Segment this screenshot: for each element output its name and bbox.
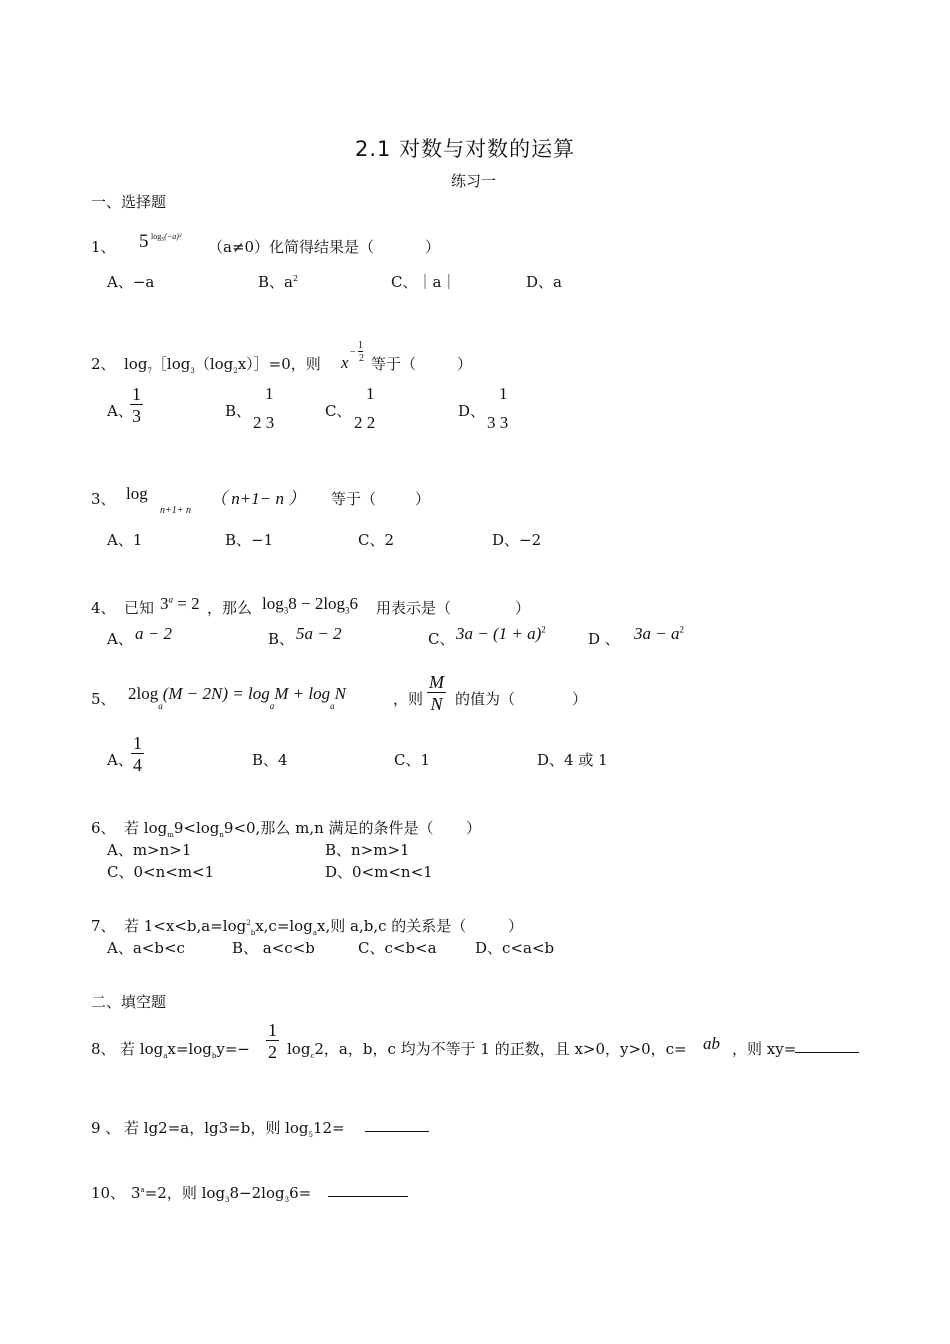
question-text: ，则 xy= bbox=[732, 1040, 797, 1058]
option-b-expr: 5a − 2 bbox=[296, 624, 342, 643]
option-c-expr: $3a - (1 + a)^2$ bbox=[456, 624, 546, 643]
question-text: 的值为（ bbox=[455, 690, 516, 708]
option-d: D、c<a<b bbox=[475, 939, 555, 957]
option-a: A、a<b<c bbox=[107, 939, 185, 957]
page-subtitle: 练习一 bbox=[451, 172, 497, 190]
option-b-num: 1 bbox=[265, 384, 274, 403]
option-c-num: 1 bbox=[366, 384, 375, 403]
answer-blank[interactable] bbox=[328, 1182, 408, 1197]
question-text: 已知 bbox=[124, 599, 155, 617]
option-a: A、 bbox=[107, 630, 133, 648]
option-a: A、1 bbox=[107, 531, 143, 549]
option-b: B、 bbox=[225, 402, 252, 420]
question-number: 9 、 bbox=[91, 1119, 121, 1137]
option-c-den: 2 2 bbox=[354, 413, 376, 432]
question-text: ，那么 bbox=[207, 599, 253, 617]
option-a: A、 bbox=[107, 751, 133, 769]
question-text: 若 $\log_m9<\log_n9<0$,那么 m,n 满足的条件是（ bbox=[124, 819, 434, 839]
option-c: C、｜a｜ bbox=[391, 273, 457, 291]
option-b: B、n>m>1 bbox=[325, 841, 410, 859]
question-number: 2、 bbox=[91, 355, 116, 373]
math-ab: ab bbox=[703, 1034, 720, 1053]
question-number: 4、 bbox=[91, 599, 116, 617]
question-number: 8、 bbox=[91, 1040, 116, 1058]
question-bracket: ） bbox=[508, 917, 524, 935]
question-text: $3^a=2$，则 $\log_38-2\log_36=$ bbox=[131, 1184, 312, 1204]
page-title: 2.1 对数与对数的运算 bbox=[355, 137, 576, 161]
math-expr: $3^a = 2$ bbox=[160, 594, 200, 613]
question-text: ，则 bbox=[393, 690, 424, 708]
question-bracket: ） bbox=[415, 490, 431, 508]
math-log: $\log_7[\log_3(\log_2x)]=0$，则 bbox=[124, 355, 321, 375]
option-b: B、4 bbox=[252, 751, 288, 769]
question-text: 若 lg2=a，lg3=b，则 $\log_512=$ bbox=[124, 1119, 345, 1139]
question-text: 若 $\log_ax=\log_by=-$ bbox=[120, 1040, 250, 1060]
question-text: 若 $1<x<b,a=\log^2_bx,c=\log_ax$,则 a,b,c 的关系是（ bbox=[124, 917, 467, 937]
answer-blank[interactable] bbox=[795, 1038, 859, 1053]
option-a-expr: a − 2 bbox=[135, 624, 172, 643]
option-c: C、0<n<m<1 bbox=[107, 863, 215, 881]
question-bracket: ） bbox=[466, 819, 482, 837]
question-bracket: ） bbox=[457, 355, 473, 373]
section-heading-choice: 一、选择题 bbox=[91, 193, 167, 211]
option-c: C、2 bbox=[358, 531, 395, 549]
option-c: C、1 bbox=[394, 751, 431, 769]
math-equation: $2\log_a(M - 2N) = \log_aM + \log_aN$ bbox=[128, 684, 346, 712]
math-argument: （ n+1− n ） bbox=[210, 489, 306, 508]
question-text: 等于（ bbox=[331, 490, 377, 508]
question-text: 用表示是（ bbox=[376, 599, 452, 617]
option-d: D、 bbox=[458, 402, 486, 420]
question-number: 6、 bbox=[91, 819, 116, 837]
option-d: D、−2 bbox=[492, 531, 542, 549]
option-b: B、$a^2$ bbox=[258, 273, 299, 291]
math-exp-minus: − bbox=[350, 347, 356, 358]
option-d: D、4 或 1 bbox=[537, 751, 608, 769]
option-d-expr: $3a - a^2$ bbox=[634, 624, 684, 643]
math-fraction-half: $\frac{1}{2}$ bbox=[268, 1020, 277, 1062]
option-c: C、 bbox=[325, 402, 352, 420]
option-c: C、c<b<a bbox=[358, 939, 437, 957]
math-fraction-m-n: $\frac{M}{N}$ bbox=[429, 672, 444, 714]
math-exponent: $\log_5(-a)^2$ bbox=[151, 232, 182, 243]
question-bracket: ） bbox=[515, 599, 531, 617]
option-d-num: 1 bbox=[499, 384, 508, 403]
answer-blank[interactable] bbox=[365, 1117, 429, 1132]
option-a-fraction: $\frac{1}{3}$ bbox=[132, 384, 141, 426]
math-log: log bbox=[126, 484, 148, 503]
math-exp-den: 2 bbox=[359, 353, 364, 364]
question-text: $\log_c2$，a，b，c 均为不等于 1 的正数，且 x>0，y>0，c= bbox=[287, 1040, 687, 1060]
question-number: 1、 bbox=[91, 238, 116, 256]
math-base: 5 bbox=[139, 231, 149, 252]
option-d: D、a bbox=[526, 273, 562, 291]
question-bracket: ） bbox=[572, 690, 588, 708]
option-a: A、 bbox=[107, 402, 133, 420]
question-text: 等于（ bbox=[371, 355, 417, 373]
section-heading-fill: 二、填空题 bbox=[91, 993, 167, 1011]
option-b-den: 2 3 bbox=[253, 413, 275, 432]
question-number: 5、 bbox=[91, 690, 116, 708]
option-d: D、0<m<n<1 bbox=[325, 863, 433, 881]
math-expr: $\log_38 - 2\log_36$ bbox=[262, 594, 359, 616]
option-b: B、−1 bbox=[225, 531, 274, 549]
math-exp-num: 1 bbox=[358, 340, 363, 351]
option-a-fraction: $\frac{1}{4}$ bbox=[133, 733, 142, 775]
option-b: B、 a<c<b bbox=[232, 939, 315, 957]
option-b: B、 bbox=[268, 630, 295, 648]
option-a: A、−a bbox=[107, 273, 155, 291]
option-a: A、m>n>1 bbox=[107, 841, 192, 859]
question-text: （a≠0）化简得结果是（ bbox=[208, 238, 375, 256]
option-d-den: 3 3 bbox=[487, 413, 509, 432]
option-d: D 、 bbox=[588, 630, 620, 648]
question-number: 10、 bbox=[91, 1184, 126, 1202]
question-number: 3、 bbox=[91, 490, 116, 508]
option-c: C、 bbox=[428, 630, 455, 648]
question-bracket: ） bbox=[425, 238, 441, 256]
math-x: x bbox=[341, 353, 349, 372]
question-number: 7、 bbox=[91, 917, 116, 935]
math-log-base: n+1+ n bbox=[160, 505, 191, 516]
